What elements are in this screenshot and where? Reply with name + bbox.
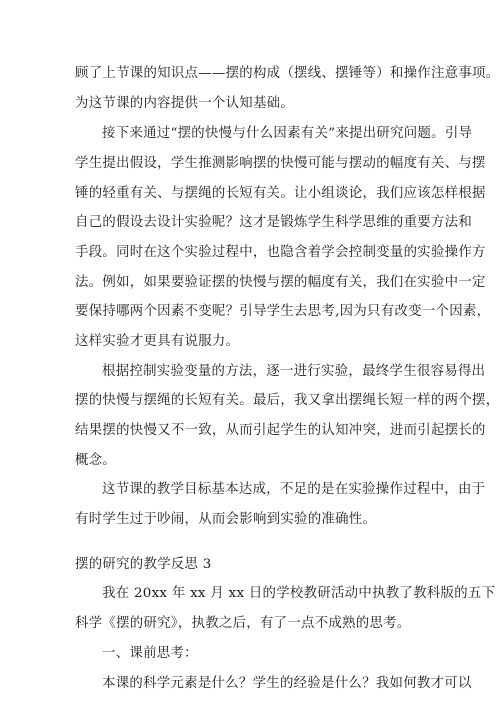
text-line: 本课的科学元素是什么？学生的经验是什么？我如何教才可以	[102, 676, 472, 691]
text-line: 为这节课的内容提供一个认知基础。	[75, 96, 295, 111]
text-line: 科学《摆的研究》，执教之后，有了一点不成熟的思考。	[75, 616, 411, 631]
text-line: 我在 20xx 年 xx 月 xx 日的学校教研活动中执教了教科版的五下	[102, 586, 496, 601]
text-line: 这节课的教学目标基本达成，不足的是在实验操作过程中，由于	[102, 482, 486, 497]
text-line: 概念。	[75, 453, 117, 468]
text-line: 锤的轻重有关、与摆绳的长短有关。让小组谈论，我们应该怎样根据	[75, 186, 486, 201]
text-line: 有时学生过于吵闹，从而会影响到实验的准确性。	[75, 512, 377, 527]
text-line: 结果摆的快慢又不一致，从而引起学生的认知冲突，进而引起摆长的	[75, 423, 486, 438]
text-line: 学生提出假设，学生推测影响摆的快慢可能与摆动的幅度有关、与摆	[75, 156, 486, 171]
text-line: 接下来通过“摆的快慢与什么因素有关”来提出研究问题。引导	[102, 126, 473, 141]
text-line: 摆的快慢与摆绳的长短有关。最后，我又拿出摆绳长短一样的两个摆，	[75, 393, 500, 408]
text-line: 根据控制实验变量的方法，逐一进行实验，最终学生很容易得出	[102, 364, 486, 379]
section-heading: 摆的研究的教学反思 3	[75, 557, 212, 572]
text-line: 一、课前思考：	[102, 646, 198, 661]
text-line: 手段。同时在这个实验过程中，也隐含着学会控制变量的实验操作方	[75, 245, 486, 260]
text-line: 法。例如，如果要验证摆的快慢与摆的幅度有关，我们在实验中一定	[75, 275, 486, 290]
text-line: 这样实验才更具有说服力。	[75, 334, 240, 349]
text-line: 自己的假设去设计实验呢？这才是锻炼学生科学思维的重要方法和	[75, 215, 473, 230]
text-line: 顾了上节课的知识点——摆的构成（摆线、摆锤等）和操作注意事项。	[75, 66, 500, 81]
text-line: 要保持哪两个因素不变呢？引导学生去思考,因为只有改变一个因素，	[75, 304, 491, 319]
